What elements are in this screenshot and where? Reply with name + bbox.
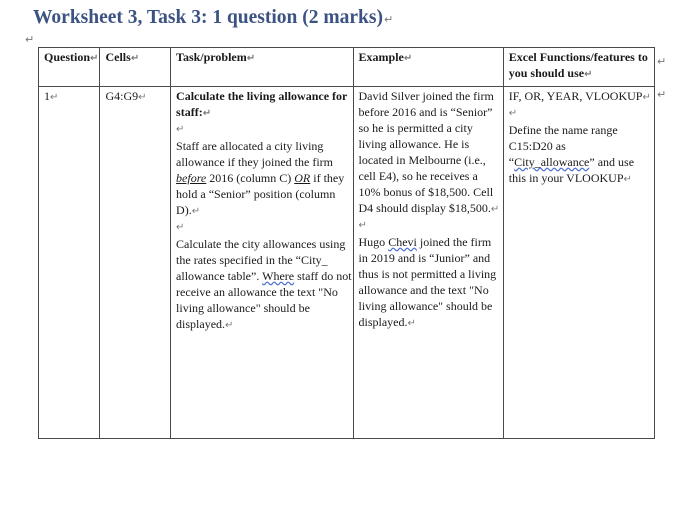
empty-paragraph-mark: ↵ (25, 33, 35, 46)
cell-functions: IF, OR, YEAR, VLOOKUP↵ ↵ Define the name range C15:D20 as “City_allowance” and use this in your VLOOKUP↵ (503, 87, 654, 439)
header-example: Example↵ (353, 48, 503, 87)
functions-paragraph-2: Define the name range C15:D20 as “City_allowance” and use this in your VLOOKUP↵ (508, 123, 635, 185)
example-paragraph-2: Hugo Chevi joined the firm in 2019 and is “Junior” and thus is not permitted a living allowance and the text "No living allowance" should be displayed.↵ (358, 235, 497, 329)
functions-list: IF, OR, YEAR, VLOOKUP↵ (508, 89, 651, 103)
cell-example: David Silver joined the firm before 2016 and is “Senior” so he is permitted a city living allowance. He is located in Melbourne (i.e., cell E4), so he receives a 10% bonus of $18,500. Cell D4 should display $18,500.↵ ↵ Hugo Chevi joined the firm in 2019 and is “Junior” and thus is not permitted a living allowance and the text "No living allowance" should be displayed.↵ (353, 87, 503, 439)
header-cells: Cells↵ (100, 48, 171, 87)
return-mark: ↵ (383, 13, 394, 26)
table-header-row (39, 48, 655, 87)
task-heading: Calculate the living allowance for staff:↵ (176, 89, 348, 119)
cell-question-number: 1↵ (39, 87, 100, 439)
task-paragraph-1: Staff are allocated a city living allowance if they joined the firm before 2016 (column C) OR if they hold a “Senior” position (column D).↵ (176, 139, 345, 217)
cell-task-problem: Calculate the living allowance for staff:↵ ↵ Staff are allocated a city living allowance if they joined the firm before 2016 (column C) OR if they hold a “Senior” position (column D).↵ ↵ Calculate the city allowances using the rates specified in the “City_ allowance table”. Where staff do not receive an allowance the text "No living allowance" should be displayed.↵ (171, 87, 353, 439)
table-row (39, 87, 655, 439)
row-end-mark: ↵ (657, 55, 667, 68)
header-question: Question↵ (39, 48, 100, 87)
worksheet-title (33, 7, 393, 29)
example-paragraph-1: David Silver joined the firm before 2016 and is “Senior” so he is permitted a city living allowance. He is located in Melbourne (i.e., cell E4), so he receives a 10% bonus of $18,500. Cell D4 should display $18,500.↵ (358, 89, 500, 215)
task-table (38, 47, 655, 439)
header-functions: Excel Functions/features to you should use↵ (503, 48, 654, 87)
cell-range: G4:G9↵ (100, 87, 171, 439)
task-paragraph-2: Calculate the city allowances using the rates specified in the “City_ allowance table”. Where staff do not receive an allowance the text "No living allowance" should be displayed.↵ (176, 237, 352, 331)
title-text: Worksheet 3, Task 3: 1 question (2 marks) (33, 7, 383, 28)
header-task: Task/problem↵ (171, 48, 353, 87)
row-end-mark: ↵ (657, 88, 667, 101)
